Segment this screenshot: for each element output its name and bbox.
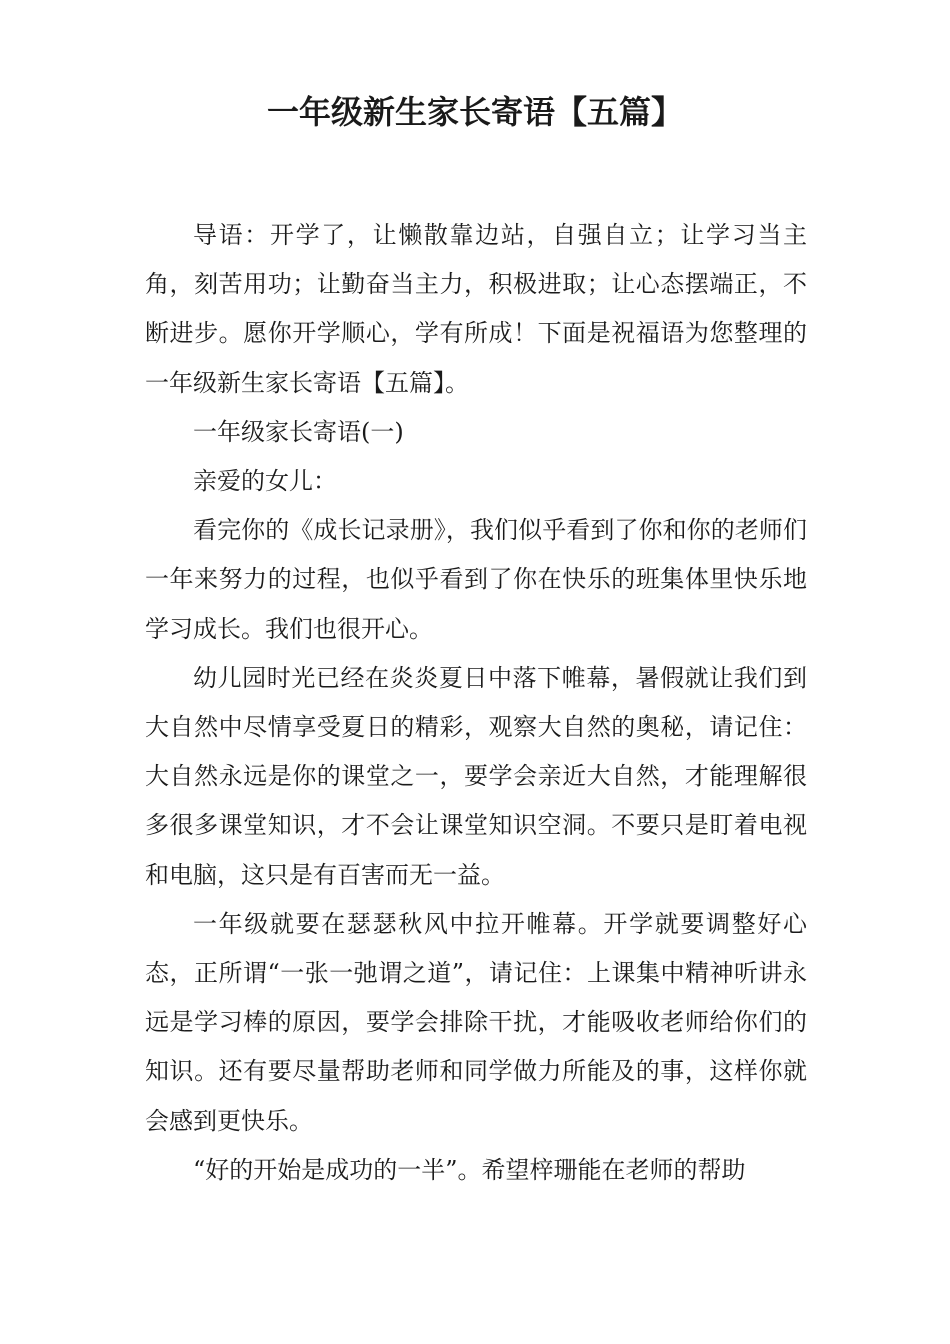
- salutation: 亲爱的女儿：: [193, 467, 337, 496]
- body-paragraph: “好的开始是成功的一半”。希望梓珊能在老师的帮助: [193, 1155, 746, 1184]
- intro-paragraph: 导语：开学了，让懒散靠边站，自强自立；让学习当主角，刻苦用功；让勤奋当主力，积极进取；让心态摆端正，不断进步。愿你开学顺心，学有所成！下面是祝福语为您整理的一年级新生家长寄语【五篇】。: [145, 221, 807, 397]
- document-title: 一年级新生家长寄语【五篇】: [266, 93, 683, 131]
- document-body: [145, 211, 807, 1195]
- body-paragraph: 看完你的《成长记录册》，我们似乎看到了你和你的老师们一年来努力的过程，也似乎看到了你在快乐的班集体里快乐地学习成长。我们也很开心。: [145, 516, 807, 643]
- section-heading: 一年级家长寄语(一): [193, 417, 404, 446]
- body-paragraph: 一年级就要在瑟瑟秋风中拉开帷幕。开学就要调整好心态，正所谓“一张一弛谓之道”，请记住：上课集中精神听讲永远是学习棒的原因，要学会排除干扰，才能吸收老师给你们的知识。还有要尽量帮助老师和同学做力所能及的事，这样你就会感到更快乐。: [145, 909, 807, 1135]
- body-paragraph: 幼儿园时光已经在炎炎夏日中落下帷幕，暑假就让我们到大自然中尽情享受夏日的精彩，观察大自然的奥秘，请记住：大自然永远是你的课堂之一，要学会亲近大自然，才能理解很多很多课堂知识，才不会让课堂知识空洞。不要只是盯着电视和电脑，这只是有百害而无一益。: [145, 663, 807, 889]
